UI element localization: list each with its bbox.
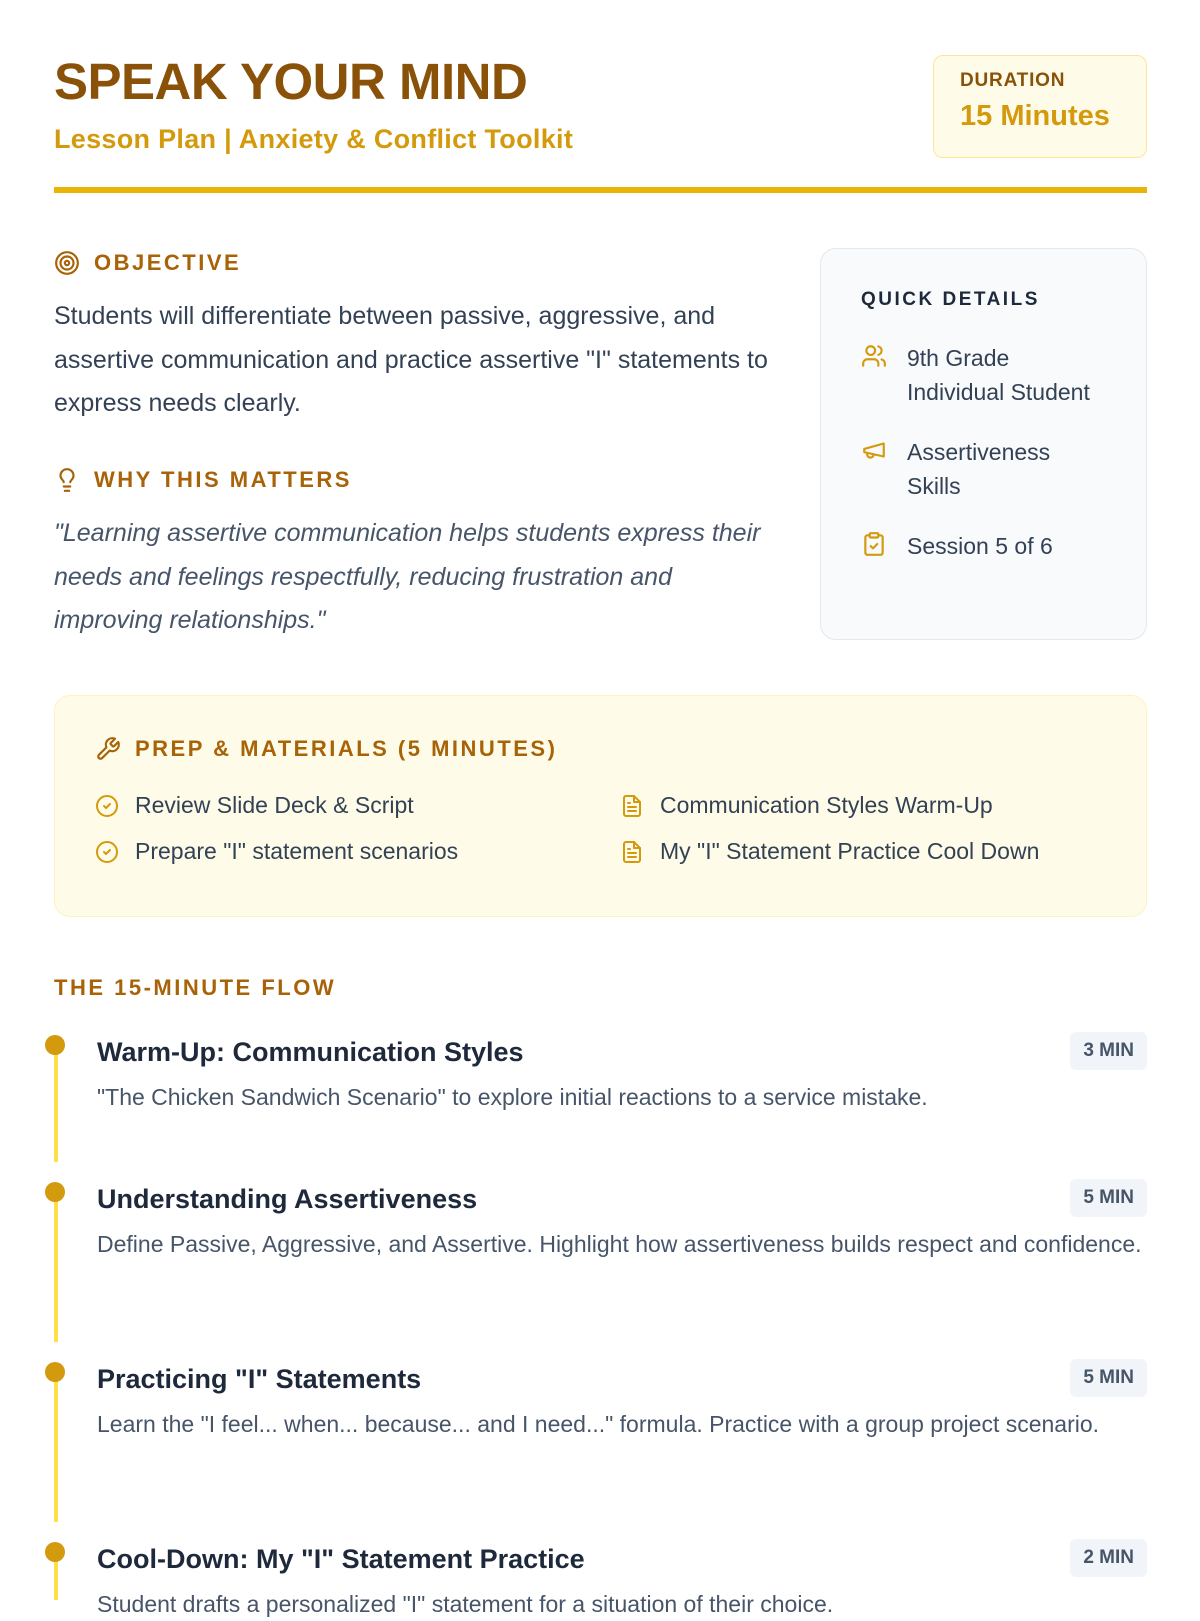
prep-item-review [95,792,414,819]
prep-item-cooldown-doc [620,838,1039,865]
quick-detail-session-line1: Session 5 of 6 [907,533,1053,559]
prep-heading [95,736,557,762]
timeline-dot [45,1182,65,1202]
prep-item-warmup-doc [620,792,993,819]
step-title: Understanding Assertiveness [97,1184,478,1214]
step-duration-badge: 5 MIN [1070,1179,1147,1217]
timeline-dot [45,1542,65,1562]
quick-detail-skill-line1: Assertiveness [907,439,1051,465]
step-description: Student drafts a personalized "I" statement for a situation of their choice. [97,1591,834,1617]
objective-text: Students will differentiate between passive, aggressive, and assertive communication and practice assertive "I" statements to express needs clearly. [54,302,768,417]
document-icon [620,840,644,864]
prep-item-label: Review Slide Deck & Script [135,792,414,818]
why-quote: "Learning assertive communication helps students express their needs and feelings respectfully, reducing frustration and improving relationships." [54,519,761,634]
why-heading-label: WHY THIS MATTERS [94,467,352,492]
quick-details-card [820,248,1147,640]
duration-value: 15 Minutes [960,100,1110,132]
quick-details-title: QUICK DETAILS [861,289,1040,310]
prep-heading-label: PREP & MATERIALS (5 MINUTES) [135,736,558,761]
timeline-line [54,1045,58,1162]
timeline-line [54,1192,58,1342]
lesson-header [54,52,1147,194]
duration-label: DURATION [960,70,1066,91]
quick-detail-grade [861,341,1090,409]
flow-heading: THE 15-MINUTE FLOW [54,975,337,1000]
header-divider [54,187,1147,193]
page-title: SPEAK YOUR MIND [54,53,528,110]
step-duration-badge: 5 MIN [1070,1359,1147,1397]
prep-item-prepare [95,838,458,865]
quick-detail-grade-line1: 9th Grade [907,345,1010,371]
document-icon [620,794,644,818]
users-icon [861,343,887,369]
lightbulb-icon [54,467,80,493]
clipboard-check-icon [861,531,887,557]
quick-detail-skill [861,435,1050,503]
timeline-dot [45,1035,65,1055]
step-duration-badge: 2 MIN [1070,1539,1147,1577]
page-subtitle: Lesson Plan | Anxiety & Conflict Toolkit [54,124,574,154]
objective-heading-label: OBJECTIVE [94,250,242,275]
step-duration-badge: 3 MIN [1070,1032,1147,1070]
step-title: Cool-Down: My "I" Statement Practice [97,1544,585,1574]
step-description: "The Chicken Sandwich Scenario" to explore initial reactions to a service mistake. [97,1084,928,1110]
megaphone-icon [861,437,887,463]
step-title: Warm-Up: Communication Styles [97,1037,524,1067]
quick-detail-session [861,529,1053,563]
quick-detail-grade-line2: Individual Student [907,379,1090,405]
prep-item-label: My "I" Statement Practice Cool Down [660,838,1040,864]
step-title: Practicing "I" Statements [97,1364,422,1394]
timeline-line [54,1372,58,1522]
prep-item-label: Prepare "I" statement scenarios [135,838,459,864]
wrench-icon [95,736,121,762]
step-description: Learn the "I feel... when... because... and I need..." formula. Practice with a group project scenario. [97,1411,1100,1437]
quick-detail-skill-line2: Skills [907,473,961,499]
objective-heading [54,250,241,276]
timeline-dot [45,1362,65,1382]
duration-box [933,55,1147,158]
prep-item-label: Communication Styles Warm-Up [660,792,993,818]
check-circle-icon [95,794,119,818]
step-description: Define Passive, Aggressive, and Assertive. Highlight how assertiveness builds respect and confidence. [97,1231,1142,1257]
check-circle-icon [95,840,119,864]
prep-materials-card [54,695,1147,917]
why-heading [54,467,352,493]
target-icon [54,250,80,276]
